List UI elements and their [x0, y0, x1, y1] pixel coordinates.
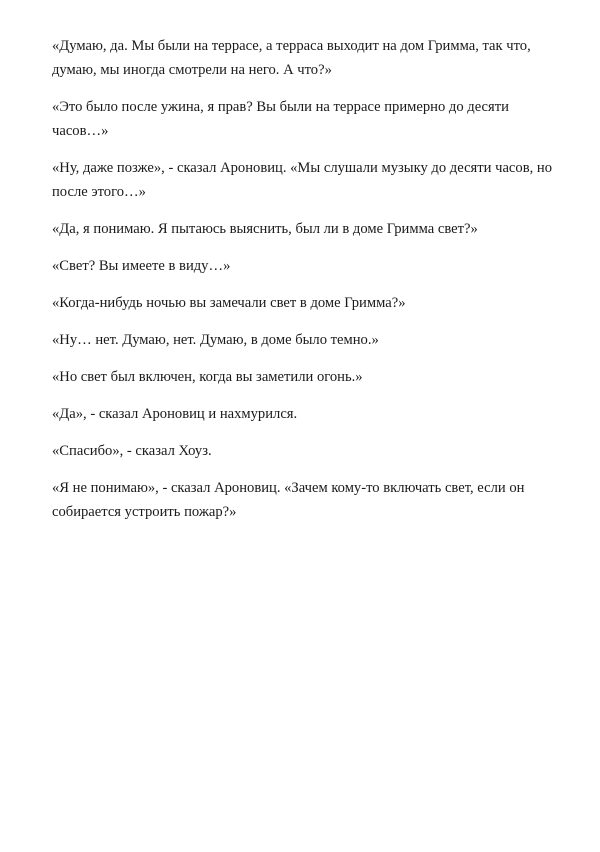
paragraph: «Да», - сказал Ароновиц и нахмурился. [52, 406, 298, 422]
paragraph: «Ну, даже позже», - сказал Ароновиц. «Мы слушали музыку до десяти часов, но после этого…» [52, 160, 552, 200]
paragraph: «Но свет был включен, когда вы заметили огонь.» [52, 369, 363, 385]
paragraph: «Ну… нет. Думаю, нет. Думаю, в доме было темно.» [52, 332, 379, 348]
paragraph: «Это было после ужина, я прав? Вы были на террасе примерно до десяти часов…» [52, 99, 509, 139]
paragraph: «Да, я понимаю. Я пытаюсь выяснить, был ли в доме Гримма свет?» [52, 221, 478, 237]
paragraph: «Думаю, да. Мы были на террасе, а терраса выходит на дом Гримма, так что, думаю, мы иногда смотрели на него. А что?» [52, 38, 531, 78]
paragraph: «Спасибо», - сказал Хоуз. [52, 443, 212, 459]
document-page [52, 34, 552, 537]
paragraph: «Когда-нибудь ночью вы замечали свет в доме Гримма?» [52, 295, 406, 311]
paragraph: «Свет? Вы имеете в виду…» [52, 258, 231, 274]
paragraph: «Я не понимаю», - сказал Ароновиц. «Зачем кому-то включать свет, если он собирается устроить пожар?» [52, 480, 525, 520]
